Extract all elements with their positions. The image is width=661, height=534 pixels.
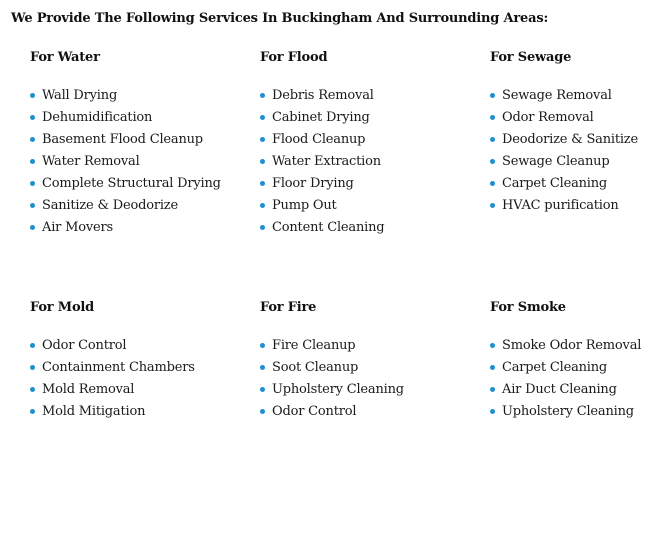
- list-item: [260, 109, 485, 131]
- list-item-label: Content Cleaning: [272, 220, 385, 235]
- list-item-label: Debris Removal: [272, 88, 374, 103]
- group-title: For Flood: [260, 50, 328, 65]
- list-item-label: Floor Drying: [272, 176, 354, 191]
- list-item-label: Upholstery Cleaning: [502, 404, 634, 419]
- bullet-icon: [260, 159, 265, 164]
- list-item-label: Sanitize & Deodorize: [42, 198, 178, 213]
- list-item: [260, 153, 485, 175]
- bullet-icon: [490, 203, 495, 208]
- bullet-icon: [30, 387, 35, 392]
- list-item-label: Dehumidification: [42, 110, 153, 125]
- bullet-icon: [490, 137, 495, 142]
- list-item-label: Flood Cleanup: [272, 132, 366, 147]
- bullet-icon: [30, 343, 35, 348]
- service-list: [30, 87, 255, 241]
- bullet-icon: [490, 343, 495, 348]
- service-list: [260, 337, 485, 425]
- list-item-label: Fire Cleanup: [272, 338, 356, 353]
- bullet-icon: [260, 93, 265, 98]
- bullet-icon: [490, 365, 495, 370]
- list-item-label: Sewage Cleanup: [502, 154, 610, 169]
- list-item: [260, 219, 485, 241]
- bullet-icon: [260, 225, 265, 230]
- list-item: [260, 359, 485, 381]
- list-item: [30, 175, 255, 197]
- bullet-icon: [260, 365, 265, 370]
- list-item-label: Odor Removal: [502, 110, 594, 125]
- group-title: For Fire: [260, 300, 317, 315]
- bullet-icon: [30, 225, 35, 230]
- list-item-label: Carpet Cleaning: [502, 176, 608, 191]
- list-item: [30, 131, 255, 153]
- bullet-icon: [30, 181, 35, 186]
- list-item-label: Containment Chambers: [42, 360, 195, 375]
- list-item: [260, 197, 485, 219]
- service-list: [490, 337, 661, 425]
- list-item: [260, 403, 485, 425]
- list-item-label: Smoke Odor Removal: [502, 338, 642, 353]
- list-item: [30, 359, 255, 381]
- list-item-label: Deodorize & Sanitize: [502, 132, 638, 147]
- list-item-label: Water Removal: [42, 154, 140, 169]
- bullet-icon: [30, 159, 35, 164]
- list-item-label: Pump Out: [272, 198, 337, 213]
- list-item: [30, 87, 255, 109]
- list-item-label: Cabinet Drying: [272, 110, 370, 125]
- list-item: [490, 403, 661, 425]
- bullet-icon: [260, 137, 265, 142]
- list-item-label: Wall Drying: [42, 88, 118, 103]
- bullet-icon: [260, 203, 265, 208]
- list-item: [490, 359, 661, 381]
- service-group-smoke: [490, 299, 661, 425]
- list-item: [490, 175, 661, 197]
- list-item-label: Mold Mitigation: [42, 404, 146, 419]
- service-group-sewage: [490, 49, 661, 219]
- list-item: [490, 337, 661, 359]
- bullet-icon: [30, 93, 35, 98]
- list-item-label: Complete Structural Drying: [42, 176, 221, 191]
- bullet-icon: [260, 409, 265, 414]
- group-title: For Water: [30, 50, 100, 65]
- bullet-icon: [30, 203, 35, 208]
- list-item: [30, 109, 255, 131]
- list-item-label: Basement Flood Cleanup: [42, 132, 203, 147]
- bullet-icon: [30, 137, 35, 142]
- list-item: [260, 381, 485, 403]
- list-item: [490, 381, 661, 403]
- service-list: [490, 87, 661, 219]
- bullet-icon: [490, 115, 495, 120]
- bullet-icon: [490, 409, 495, 414]
- page-title: We Provide The Following Services In Buckingham And Surrounding Areas:: [11, 11, 549, 26]
- group-title: For Sewage: [490, 50, 572, 65]
- list-item-label: Air Duct Cleaning: [502, 382, 617, 397]
- list-item-label: Mold Removal: [42, 382, 135, 397]
- list-item: [260, 131, 485, 153]
- list-item: [30, 337, 255, 359]
- list-item: [490, 153, 661, 175]
- list-item: [30, 219, 255, 241]
- service-list: [260, 87, 485, 241]
- bullet-icon: [260, 181, 265, 186]
- list-item-label: Upholstery Cleaning: [272, 382, 404, 397]
- list-item: [30, 197, 255, 219]
- bullet-icon: [490, 181, 495, 186]
- list-item: [30, 381, 255, 403]
- list-item-label: Soot Cleanup: [272, 360, 359, 375]
- list-item-label: Odor Control: [42, 338, 127, 353]
- list-item: [30, 403, 255, 425]
- list-item: [490, 109, 661, 131]
- service-group-flood: [260, 49, 485, 241]
- list-item: [30, 153, 255, 175]
- bullet-icon: [490, 387, 495, 392]
- list-item: [490, 197, 661, 219]
- bullet-icon: [490, 159, 495, 164]
- list-item-label: Odor Control: [272, 404, 357, 419]
- list-item-label: Sewage Removal: [502, 88, 612, 103]
- service-group-mold: [30, 299, 255, 425]
- list-item-label: Air Movers: [42, 220, 113, 235]
- bullet-icon: [260, 115, 265, 120]
- service-group-water: [30, 49, 255, 241]
- bullet-icon: [490, 93, 495, 98]
- service-list: [30, 337, 255, 425]
- list-item: [490, 131, 661, 153]
- group-title: For Smoke: [490, 300, 566, 315]
- bullet-icon: [260, 343, 265, 348]
- list-item: [260, 87, 485, 109]
- list-item-label: Carpet Cleaning: [502, 360, 608, 375]
- list-item-label: Water Extraction: [272, 154, 381, 169]
- service-group-fire: [260, 299, 485, 425]
- list-item: [490, 87, 661, 109]
- bullet-icon: [260, 387, 265, 392]
- group-title: For Mold: [30, 300, 95, 315]
- bullet-icon: [30, 115, 35, 120]
- bullet-icon: [30, 365, 35, 370]
- bullet-icon: [30, 409, 35, 414]
- list-item: [260, 175, 485, 197]
- list-item-label: HVAC purification: [502, 198, 619, 213]
- list-item: [260, 337, 485, 359]
